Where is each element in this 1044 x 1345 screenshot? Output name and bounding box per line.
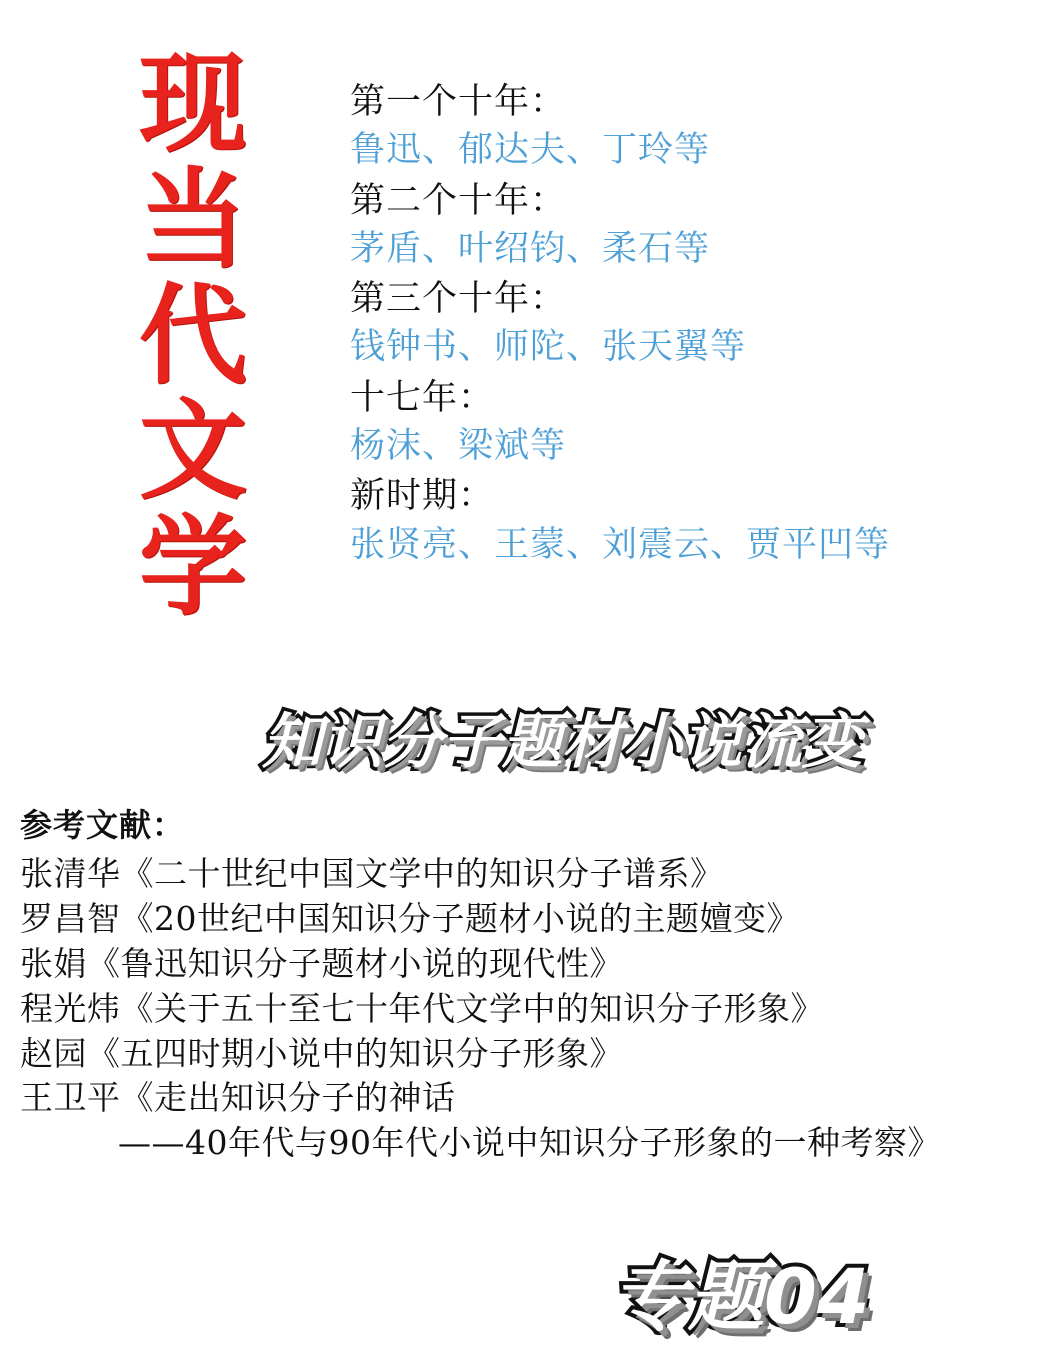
- period-authors: 张贤亮、王蒙、刘震云、贾平凹等: [350, 524, 891, 565]
- period-label: 第一个十年：: [350, 82, 567, 122]
- period-label: 第二个十年：: [350, 180, 567, 221]
- page-title: [118, 41, 268, 631]
- reference-item: ——40年代与90年代小说中知识分子形象的一种考察》: [118, 1123, 941, 1163]
- reference-item: 罗昌智《20世纪中国知识分子题材小说的主题嬗变》: [20, 898, 800, 938]
- reference-item: 程光炜《关于五十至七十年代文学中的知识分子形象》: [20, 988, 824, 1028]
- title-char: 学: [138, 504, 247, 631]
- period-group: [350, 472, 1030, 569]
- period-list: [350, 78, 1030, 571]
- period-label: 第三个十年：: [350, 279, 567, 320]
- headline-text: 知识分子题材小说流变: [262, 707, 862, 777]
- reference-item: 张娟《鲁迅知识分子题材小说的现代性》: [20, 943, 623, 983]
- period-authors: 杨沫、梁斌等: [350, 426, 567, 467]
- period-group: [350, 374, 1030, 471]
- title-char: 文: [138, 388, 247, 515]
- reference-item: 王卫平《走出知识分子的神话: [20, 1078, 456, 1118]
- references-section: [20, 800, 1030, 1166]
- title-char: 当: [138, 156, 247, 283]
- reference-item: 赵园《五四时期小说中的知识分子形象》: [20, 1033, 623, 1073]
- period-group: [350, 177, 1030, 274]
- bottom-badge: 专题04: [612, 1252, 870, 1341]
- title-char: 现: [138, 41, 247, 167]
- period-label: 新时期：: [350, 476, 495, 517]
- reference-item: 张清华《二十世纪中国文学中的知识分子谱系》: [20, 854, 724, 893]
- title-char: 代: [138, 272, 247, 399]
- period-group: [350, 275, 1030, 372]
- period-label: 十七年：: [350, 377, 495, 418]
- period-group: [350, 78, 1030, 175]
- period-authors: 钱钟书、师陀、张天翼等: [350, 327, 747, 368]
- period-authors: 茅盾、叶绍钧、柔石等: [350, 228, 711, 269]
- period-authors: 鲁迅、郁达夫、丁玲等: [350, 130, 711, 171]
- references-heading: 参考文献：: [20, 806, 186, 844]
